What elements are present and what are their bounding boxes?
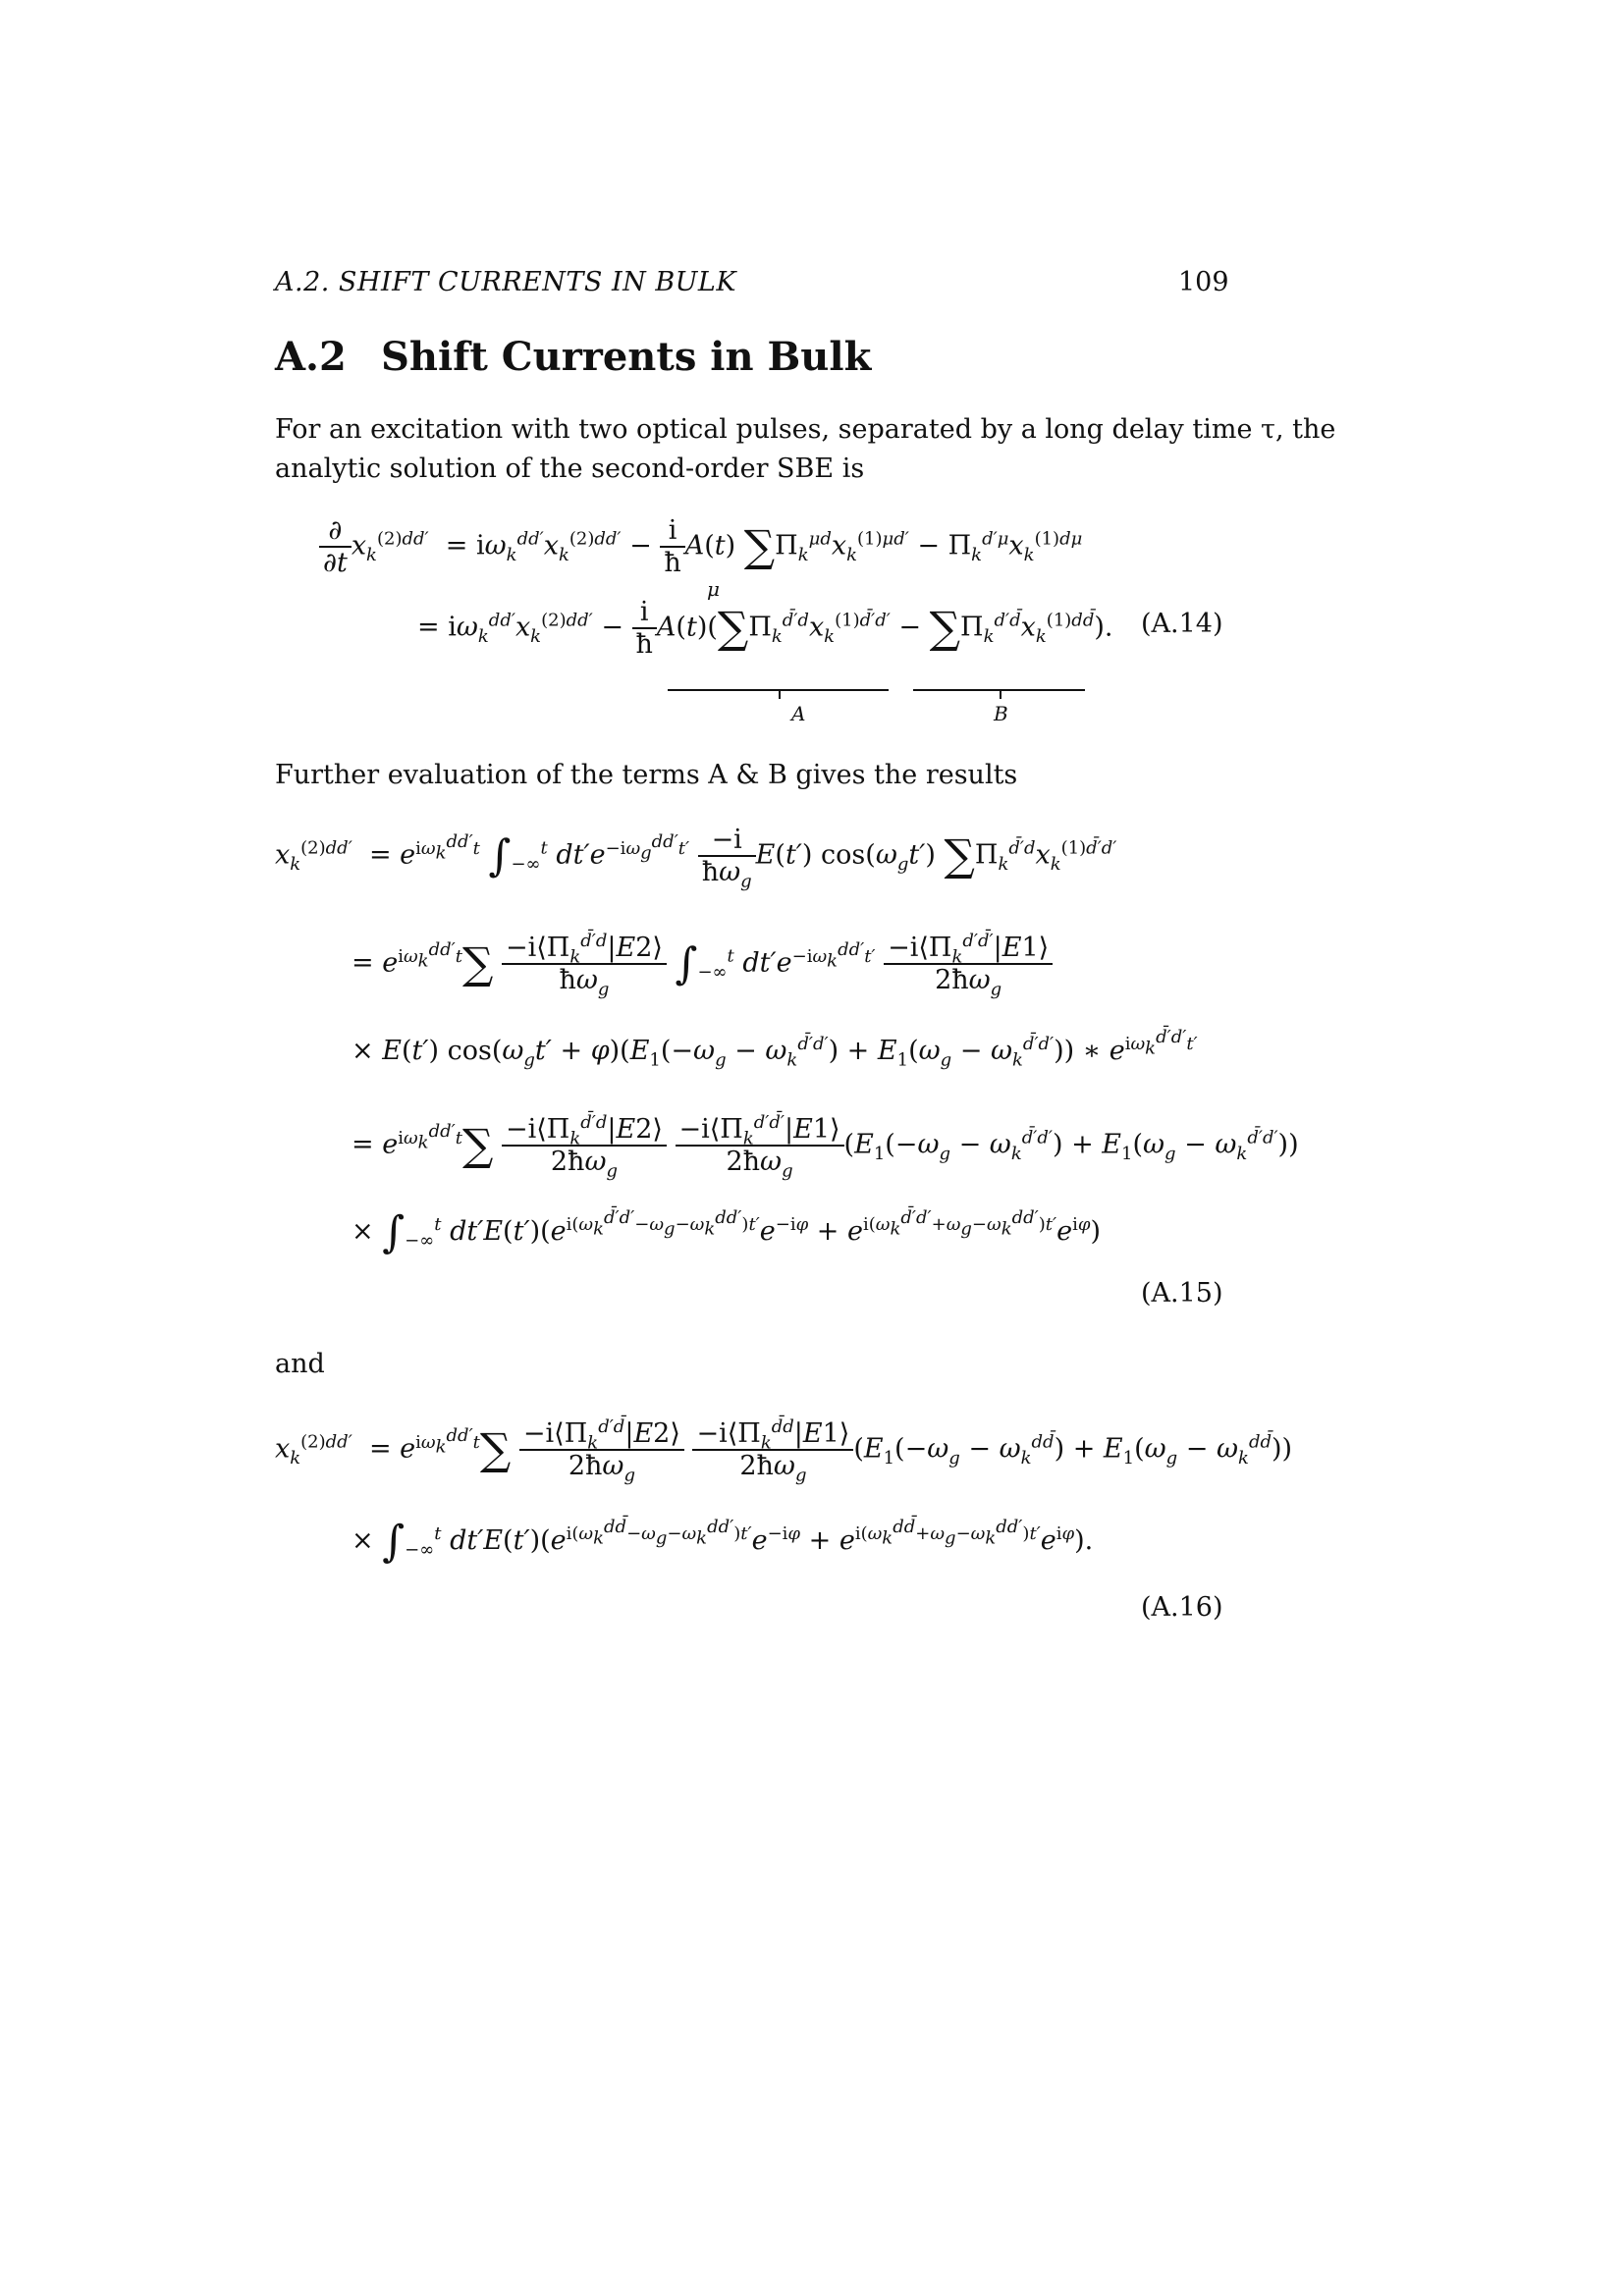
equation-a16-line-1: $x_k^{(2)dd'} = e^{i\omega_k^{dd'}t}\sum$ $\frac{-i⟨\Pi_k^{d'd̄}|E2⟩}{2ħ\omega_g}$ $\frac{-i⟨\Pi_k^{d̄d}|E1⟩}{2ħ\omega_g}$ $(E_1(-\omega_g - \omega_k^{dd̄}) + E_1(\omega_g - \omega_k^{dd̄}))$ (275, 1416, 1293, 1486)
equation-a15-line-3: × E(t′) $\cos(\omega_gt' + \varphi)(E_1(-\omega_g - \omega_k^{d̄'d'}) + E_1(\omega_g - \omega_k^{d̄'d'}))$ ∗ $e^{i\omega_k^{d̄'d'}t'}$ (352, 1027, 1198, 1071)
equation-a15-line-1: $x_k^{(2)dd'} = e^{i\omega_k^{dd'}t}$ $\int_{-\infty}^t$ $dt'e^{-i\omega_g^{dd'}t'}$ $\frac{-i}{ħ\omega_g}$ E(t′) $\cos(\omega_gt')$ $\sum\Pi_k^{d̄'d}x_k^{(1)d̄'d'}$ (275, 825, 1117, 892)
further-paragraph: Further evaluation of the terms A & B gives the results (275, 760, 1018, 790)
running-header: A.2. SHIFT CURRENTS IN BULK (275, 267, 737, 297)
section-number: A.2 (275, 334, 347, 380)
equation-a16-line-2: × $\int_{-\infty}^t$ $dt'E(t')(e^{i(\omega_k^{dd̄}-\omega_g-\omega_k^{dd'})t'}e^{-i\varphi} + e^{i(\omega_k^{dd̄}+\omega_g-\omega_k^{dd'})t'}e^{i\varphi})$. (352, 1517, 1094, 1567)
underbrace-a (668, 677, 889, 691)
equation-number-a15: (A.15) (1141, 1278, 1223, 1308)
brace-label-a: A (791, 702, 806, 725)
intro-line-2: analytic solution of the second-order SBE is (275, 454, 865, 484)
brace-label-b: B (994, 702, 1008, 725)
equation-a15-line-4: = $e^{i\omega_k^{dd'}t}\sum$ $\frac{-i⟨\Pi_k^{d̄'d}|E2⟩}{2ħ\omega_g}$ $\frac{-i⟨\Pi_k^{d'd̄'}|E1⟩}{2ħ\omega_g}$ $(E_1(-\omega_g - \omega_k^{d̄'d'}) + E_1(\omega_g - \omega_k^{d̄'d'}))$ (352, 1112, 1299, 1182)
underbrace-b (913, 677, 1085, 691)
equation-number-a16: (A.16) (1141, 1592, 1223, 1623)
equation-a14-line-1: $\frac{\partial}{\partial t}$ $x_k^{(2)dd'} = i\omega_k^{dd'}x_k^{(2)dd'}$ − $\frac{i}{ħ}$ A(t) $\sum\Pi_k^{\mu d}x_k^{(1)\mu d'} - \Pi_k^{d'\mu}x_k^{(1)d\mu}$ (319, 515, 1082, 578)
intro-line-1: For an excitation with two optical pulses, separated by a long delay time τ, the (275, 414, 1336, 445)
page-number: 109 (1178, 267, 1229, 297)
sum-index-mu: μ (707, 577, 720, 601)
equation-number-a14: (A.14) (1141, 609, 1223, 639)
and-paragraph: and (275, 1349, 325, 1379)
section-title: Shift Currents in Bulk (381, 334, 872, 380)
equation-a15-line-2: = $e^{i\omega_k^{dd'}t}\sum$ $\frac{-i⟨\Pi_k^{d̄'d}|E2⟩}{ħ\omega_g}$ $\int_{-\infty}^t$ $dt'e^{-i\omega_k^{dd'}t'}$ $\frac{-i⟨\Pi_k^{d'd̄'}|E1⟩}{2ħ\omega_g}$ (352, 933, 1053, 995)
equation-a14-line-2: = $i\omega_k^{dd'}x_k^{(2)dd'}$ − $\frac{i}{ħ}$ $A(t)(\sum\Pi_k^{d̄'d}x_k^{(1)d̄'d'} - \sum\Pi_k^{d'd̄}x_k^{(1)dd̄})$. (417, 597, 1113, 660)
equation-a15-line-5: × $\int_{-\infty}^t$ $dt'E(t')(e^{i(\omega_k^{d̄'d'}-\omega_g-\omega_k^{dd'})t'}e^{-i\varphi} + e^{i(\omega_k^{d̄'d'}+\omega_g-\omega_k^{dd'})t'}e^{i\varphi})$ (352, 1207, 1102, 1257)
